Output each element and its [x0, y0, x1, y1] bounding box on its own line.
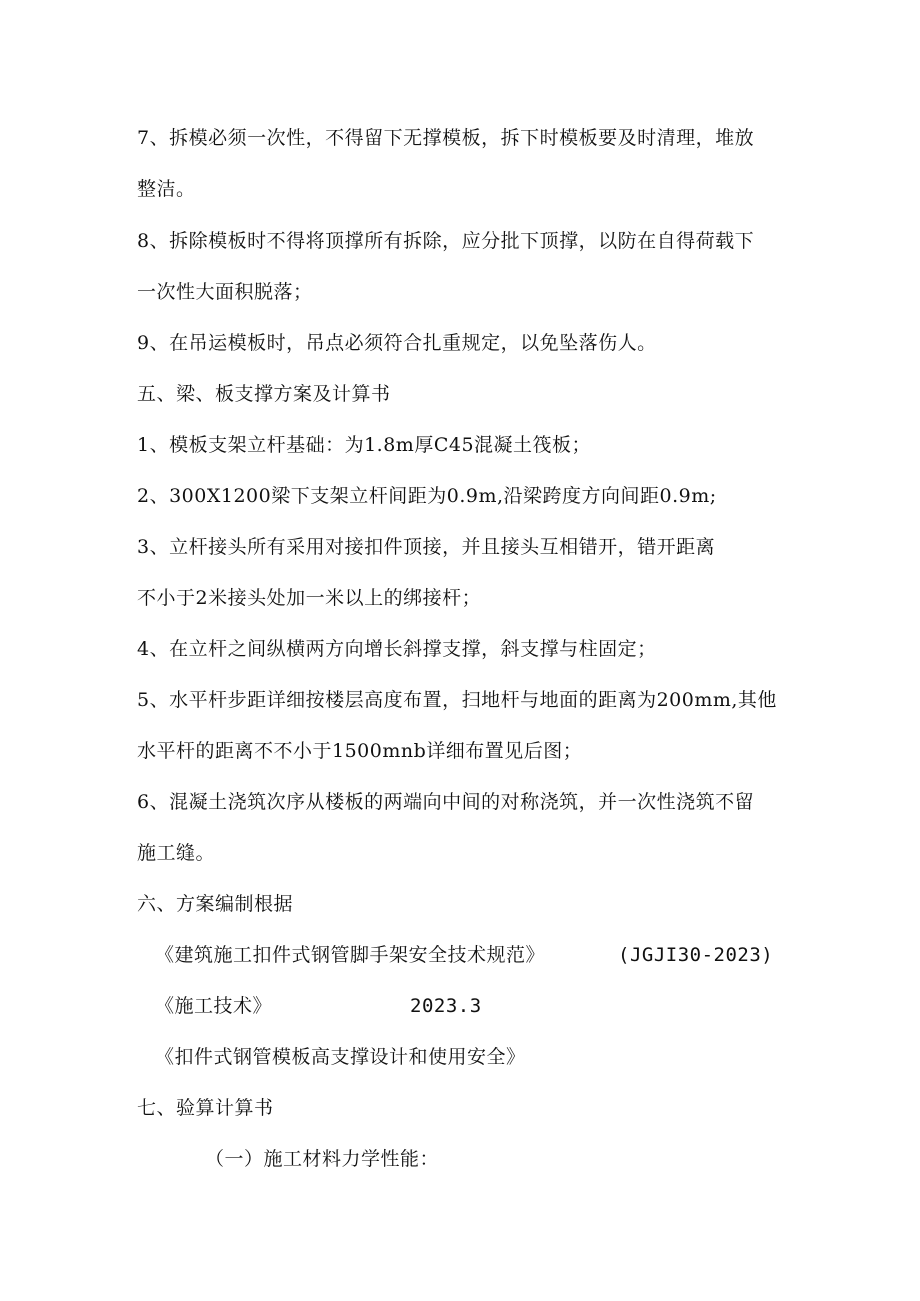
item-3-line-1: 3、立杆接头所有采用对接扣件顶接，并且接头互相错开，错开距离	[137, 536, 716, 558]
subsection-one-heading: （一）施工材料力学性能：	[205, 1148, 440, 1170]
reference-1-title: 《建筑施工扣件式钢管脚手架安全技术规范》	[155, 944, 546, 966]
item-1: 1、模板支架立杆基础：为1.8m厚C45混凝土筏板；	[137, 434, 592, 456]
item-6-line-2: 施工缝。	[137, 842, 216, 864]
para-7-line-2: 整洁。	[137, 178, 196, 200]
item-2: 2、300X1200梁下支架立杆间距为0.9m,沿梁跨度方向间距0.9m;	[137, 485, 717, 507]
reference-1-code: (JGJI30-2023)	[618, 944, 774, 966]
section-seven-heading: 七、验算计算书	[137, 1097, 274, 1119]
item-3-line-2: 不小于2米接头处加一米以上的绑接杆；	[137, 587, 482, 609]
para-8-line-1: 8、拆除模板时不得将顶撑所有拆除，应分批下顶撑，以防在自得荷载下	[137, 230, 755, 252]
reference-2-title: 《施工技术》	[155, 995, 273, 1017]
item-5-line-2: 水平杆的距离不不小于1500mnb详细布置见后图；	[137, 740, 583, 762]
section-six-heading: 六、方案编制根据	[137, 893, 294, 915]
item-6-line-1: 6、混凝土浇筑次序从楼板的两端向中间的对称浇筑，并一次性浇筑不留	[137, 791, 755, 813]
item-5-line-1: 5、水平杆步距详细按楼层高度布置，扫地杆与地面的距离为200mm,其他	[137, 689, 777, 711]
reference-3-title: 《扣件式钢管模板高支撑设计和使用安全》	[155, 1046, 526, 1068]
para-8-line-2: 一次性大面积脱落；	[137, 281, 313, 303]
para-9: 9、在吊运模板时，吊点必须符合扎重规定，以免坠落伤人。	[137, 332, 657, 354]
reference-2-code: 2023.3	[410, 995, 482, 1017]
section-five-heading: 五、梁、板支撑方案及计算书	[137, 383, 391, 405]
para-7-line-1: 7、拆模必须一次性，不得留下无撑模板，拆下时模板要及时清理，堆放	[137, 127, 755, 149]
item-4: 4、在立杆之间纵横两方向增长斜撑支撑，斜支撑与柱固定；	[137, 638, 657, 660]
